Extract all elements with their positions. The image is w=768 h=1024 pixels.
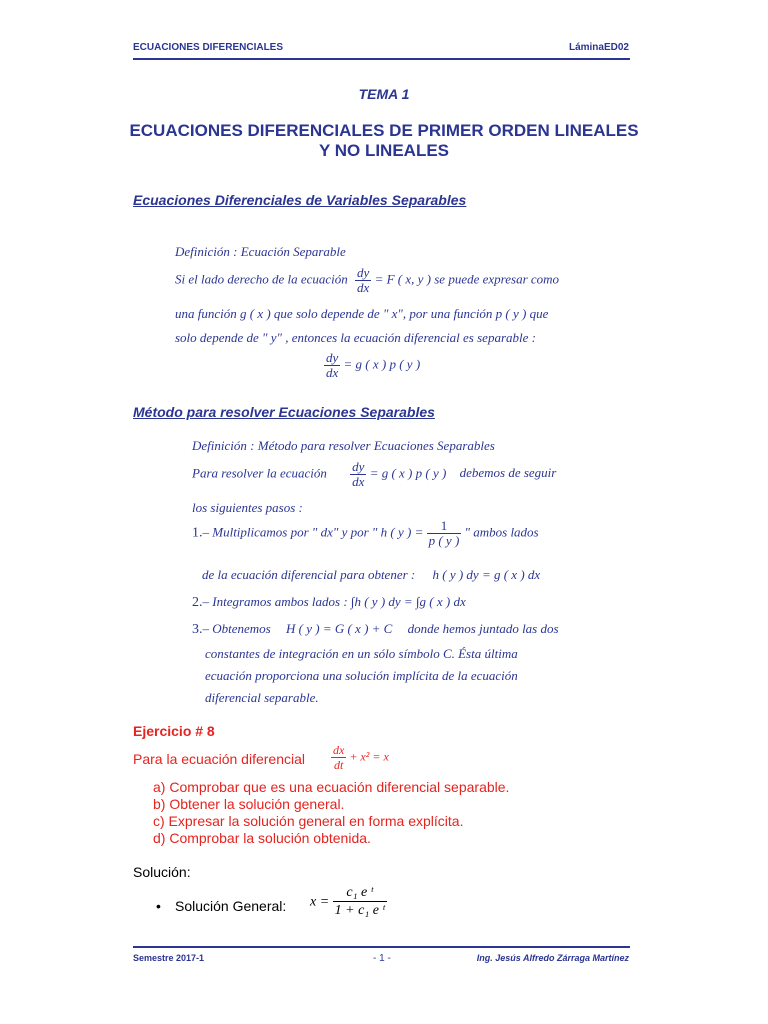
page-number: - 1 - — [373, 953, 391, 964]
step-1-equation: h ( y ) dy = g ( x ) dx — [432, 567, 541, 582]
step-3-number: 3. — [192, 622, 203, 637]
step-2-equation: ∫h ( y ) dy = ∫g ( x ) dx — [350, 594, 466, 609]
definition-1-line-1 — [175, 266, 559, 295]
definition-2-text-b: debemos de seguir — [459, 465, 557, 481]
definition-1-line-3: solo depende de " y" , entonces la ecuación diferencial es separable : — [175, 330, 536, 345]
dy-dx-fraction — [355, 266, 371, 295]
fraction-numerator: dx — [333, 743, 345, 757]
equation-rest: + x² = x — [349, 749, 389, 764]
fraction-numerator: dy — [326, 350, 339, 365]
definition-1-heading: Definición : Ecuación Separable — [175, 244, 346, 259]
dx-dt-fraction — [331, 743, 346, 772]
step-1-continued — [202, 567, 540, 583]
step-3-line-3: ecuación proporciona una solución implícita de la ecuación — [205, 668, 518, 683]
definition-2-heading: Definición : Método para resolver Ecuaciones Separables — [192, 438, 495, 453]
formula-rhs: = g ( x ) p ( y ) — [343, 356, 421, 372]
step-1-text: – Multiplicamos por " dx" y por " h ( y ) = — [202, 524, 424, 540]
general-solution-formula — [310, 885, 387, 920]
exercise-item-c: c) Expresar la solución general en forma explícita. — [153, 813, 464, 829]
header-course-title: ECUACIONES DIFERENCIALES — [133, 42, 284, 53]
definition-2-equation: = g ( x ) p ( y ) — [369, 465, 447, 481]
footer-rule — [133, 946, 630, 948]
page-title-line-1: ECUACIONES DIFERENCIALES DE PRIMER ORDEN LINEALES — [129, 121, 639, 140]
definition-2-line-1 — [192, 460, 556, 489]
section-heading-method: Método para resolver Ecuaciones Separables — [133, 404, 435, 420]
general-solution-fraction — [333, 885, 387, 920]
fraction-denominator: dx — [357, 280, 370, 295]
definition-1-line-2: una función g ( x ) que solo depende de " x", por una función p ( y ) que — [175, 306, 549, 321]
general-solution-label: Solución General: — [175, 898, 287, 914]
step-3-line-2: constantes de integración en un sólo símbolo C. Ésta última — [205, 646, 518, 661]
separable-formula — [324, 351, 420, 380]
solution-label: Solución: — [133, 864, 191, 880]
topic-number: TEMA 1 — [358, 86, 410, 102]
definition-2-text-a: Para resolver la ecuación — [192, 465, 327, 481]
footer-semester: Semestre 2017-1 — [133, 953, 205, 963]
fraction-numerator: dy — [352, 459, 365, 474]
one-over-p-fraction — [427, 519, 462, 548]
definition-1-text-b: se puede expresar como — [434, 271, 560, 287]
footer-author: Ing. Jesús Alfredo Zárraga Martínez — [476, 953, 629, 963]
dy-dx-fraction — [350, 460, 366, 489]
exercise-item-a: a) Comprobar que es una ecuación diferencial separable. — [153, 779, 510, 795]
step-3-line-4: diferencial separable. — [205, 690, 319, 705]
step-1-number: 1. — [192, 525, 203, 541]
fraction-denominator: dx — [352, 474, 365, 489]
definition-2-line-2: los siguientes pasos : — [192, 500, 303, 515]
exercise-item-b: b) Obtener la solución general. — [153, 796, 345, 812]
step-3-equation: H ( y ) = G ( x ) + C — [286, 621, 393, 636]
step-1-text-c: de la ecuación diferencial para obtener : — [202, 567, 416, 582]
step-1-text-b: " ambos lados — [464, 524, 539, 540]
step-3-text-b: donde hemos juntado las dos — [407, 621, 559, 636]
exercise-title: Ejercicio # 8 — [133, 723, 215, 739]
definition-label: Definición — [192, 438, 247, 453]
section-heading-separable: Ecuaciones Diferenciales de Variables Separables — [133, 192, 467, 208]
fraction-denominator: dt — [333, 758, 344, 772]
fraction-denominator: p ( y ) — [428, 533, 460, 548]
dy-dx-fraction — [324, 351, 340, 380]
exercise-item-d: d) Comprobar la solución obtenida. — [153, 830, 371, 846]
header-sheet-id: LáminaED02 — [568, 42, 629, 53]
definition-1-text-a: Si el lado derecho de la ecuación — [175, 271, 348, 287]
fraction-denominator: dx — [326, 365, 339, 380]
step-1 — [192, 519, 539, 548]
formula-lhs: x = — [310, 894, 330, 910]
definition-1-equation: = F ( x, y ) — [374, 271, 431, 287]
definition-label: Definición — [175, 244, 230, 259]
step-3 — [192, 621, 559, 638]
step-2-number: 2. — [192, 595, 203, 610]
bullet: • — [156, 898, 161, 914]
definition-name: Ecuación Separable — [240, 244, 346, 259]
page-title-line-2: Y NO LINEALES — [318, 141, 450, 160]
header-rule — [133, 58, 630, 60]
step-3-text: – Obtenemos — [202, 621, 271, 636]
fraction-numerator: dy — [357, 265, 370, 280]
step-2 — [192, 594, 466, 611]
definition-name: Método para resolver Ecuaciones Separables — [257, 438, 495, 453]
fraction-numerator: 1 — [427, 519, 462, 534]
exercise-equation — [331, 743, 389, 772]
fraction-numerator: c₁ e ᵗ — [333, 885, 387, 902]
exercise-intro: Para la ecuación diferencial — [133, 751, 305, 767]
fraction-denominator: 1 + c₁ e ᵗ — [334, 903, 385, 918]
step-2-text: – Integramos ambos lados : — [202, 594, 348, 609]
